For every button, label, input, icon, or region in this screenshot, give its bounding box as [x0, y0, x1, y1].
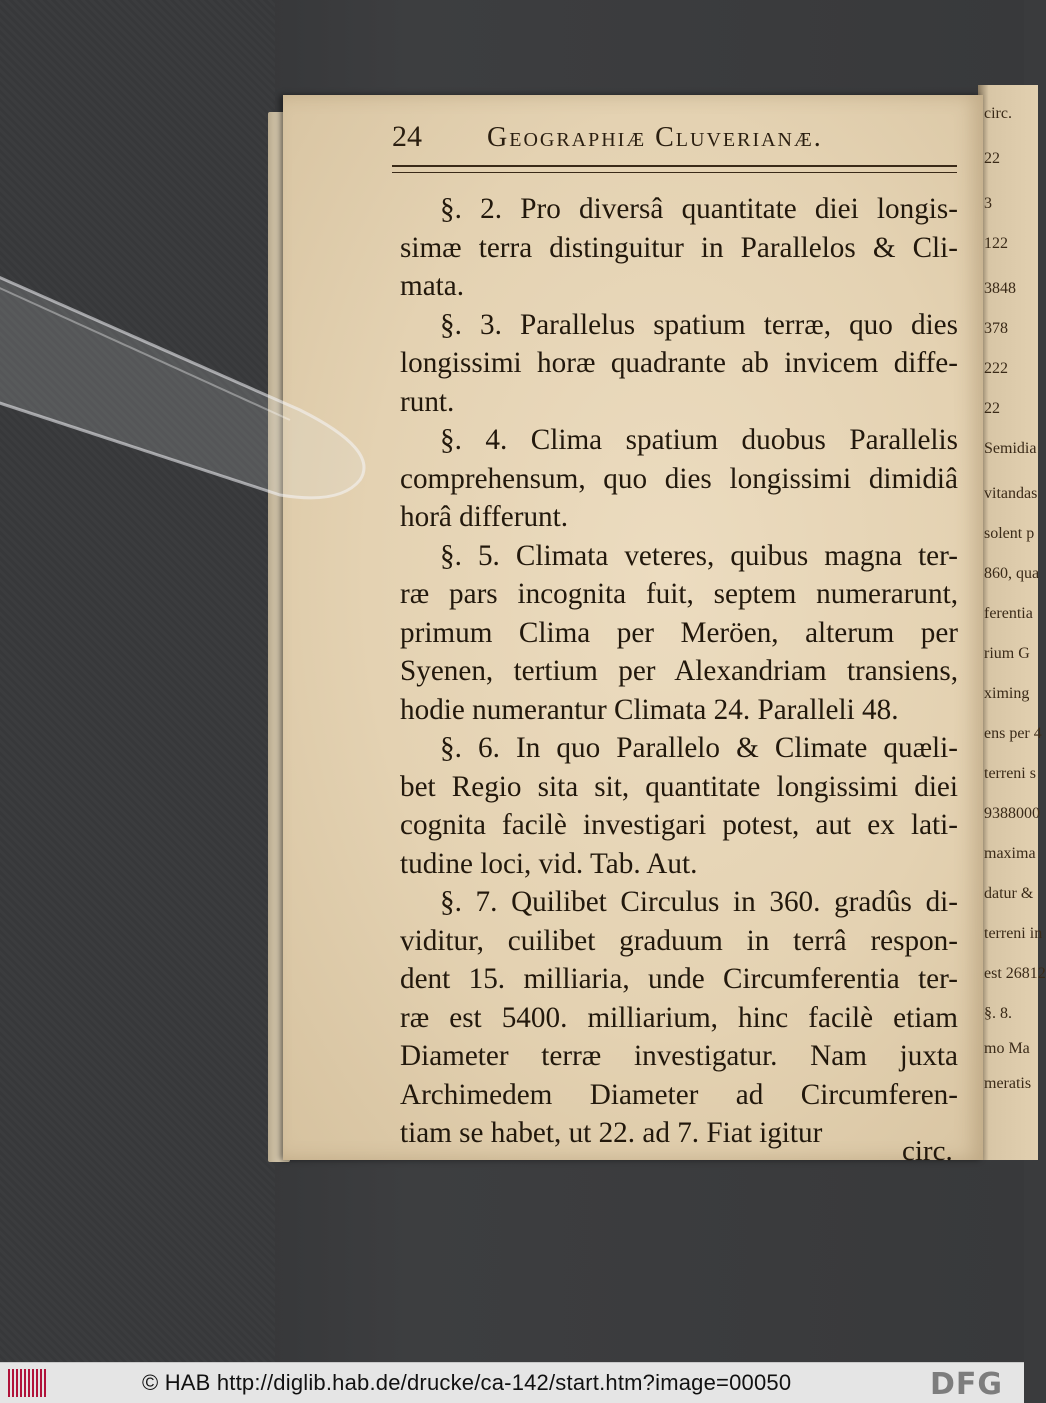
facing-page-text: 3848 [984, 280, 1016, 297]
facing-page-text: datur & [984, 885, 1034, 902]
text-line: dent 15. milliaria, unde Circumferentia ter- [400, 963, 958, 995]
facing-page-fragment [978, 85, 1046, 1160]
text-line: §. 2. Pro diversâ quantitate diei longis- [440, 193, 958, 225]
text-line: viditur, cuilibet graduum in terrâ respon- [400, 924, 958, 957]
text-line: simæ terra distinguitur in Parallelos & Cli- [400, 231, 958, 264]
hab-logo-icon [8, 1369, 48, 1397]
running-header [392, 120, 962, 160]
page-number: 24 [392, 120, 422, 153]
header-rule-bottom [392, 172, 957, 173]
facing-page-text: est 26812 [984, 965, 1046, 982]
facing-page-text: 3 [984, 195, 992, 212]
facing-page-text: ximing [984, 685, 1030, 702]
facing-page-text: 22 [984, 400, 1000, 417]
source-url[interactable]: © HAB http://diglib.hab.de/drucke/ca-142/start.htm?image=00050 [142, 1370, 792, 1395]
facing-page-text: mo Ma [984, 1040, 1030, 1057]
facing-page-text: 22 [984, 150, 1000, 167]
text-line: primum Clima per Meröen, alterum per [400, 616, 958, 649]
text-line: §. 3. Parallelus spatium terræ, quo dies [440, 308, 958, 341]
facing-page-text: §. 8. [984, 1005, 1012, 1022]
facing-page-text: meratis [984, 1075, 1032, 1092]
facing-page-text: Semidia [984, 440, 1037, 457]
text-line: tudine loci, vid. Tab. Aut. [400, 847, 698, 880]
text-line: longissimi horæ quadrante ab invicem diffe- [400, 347, 958, 379]
facing-page-text: circ. [984, 105, 1012, 122]
text-line: Archimedem Diameter ad Circumferen- [400, 1078, 958, 1111]
facing-page-text: 9388000 [984, 805, 1040, 822]
text-line: mata. [400, 270, 465, 302]
facing-page-text: terreni in [984, 925, 1043, 942]
catchword: circ. [902, 1135, 953, 1167]
dfg-logo: DFG [930, 1367, 1004, 1402]
facing-page-text: vitandas [984, 485, 1038, 502]
facing-page-text: ens per 4 [984, 725, 1042, 742]
text-line: cognita facilè investigari potest, aut ex lati- [400, 809, 958, 841]
text-line: Diameter terræ investigatur. Nam juxta [400, 1040, 958, 1072]
text-line: ræ est 5400. milliarium, hinc facilè etiam [400, 1001, 958, 1034]
header-rule-top [392, 165, 957, 167]
text-line: §. 7. Quilibet Circulus in 360. gradûs di- [440, 886, 958, 918]
facing-page-text: rium G [984, 645, 1030, 662]
text-line: §. 5. Climata veteres, quibus magna ter- [440, 539, 958, 572]
viewer-footer [0, 1362, 1024, 1403]
text-line: runt. [400, 385, 455, 418]
facing-page-text: ferentia [984, 605, 1033, 622]
facing-page-text: maxima [984, 845, 1036, 862]
text-line: §. 6. In quo Parallelo & Climate quæli- [440, 732, 958, 764]
facing-page-text: solent p [984, 525, 1035, 542]
text-line: comprehensum, quo dies longissimi dimidiâ [400, 462, 958, 495]
running-title: Geographiæ Cluverianæ. [487, 122, 823, 153]
facing-page-text: 122 [984, 235, 1008, 252]
facing-page-text: 222 [984, 360, 1008, 377]
text-line: horâ differunt. [400, 501, 569, 533]
text-line: ræ pars incognita fuit, septem numerarunt, [400, 578, 958, 610]
body-text [400, 190, 958, 1153]
text-line: bet Regio sita sit, quantitate longissimi diei [400, 770, 958, 803]
facing-page-text: terreni s [984, 765, 1036, 782]
text-line: Syenen, tertium per Alexandriam transiens, [400, 655, 958, 687]
text-line: §. 4. Clima spatium duobus Parallelis [440, 424, 958, 456]
facing-page-text: 860, qua [984, 565, 1040, 582]
background-cloth [0, 0, 275, 1362]
facing-page-text: 378 [984, 320, 1008, 337]
text-line: tiam se habet, ut 22. ad 7. Fiat igitur [400, 1117, 823, 1149]
text-line: hodie numerantur Climata 24. Paralleli 48. [400, 693, 899, 726]
